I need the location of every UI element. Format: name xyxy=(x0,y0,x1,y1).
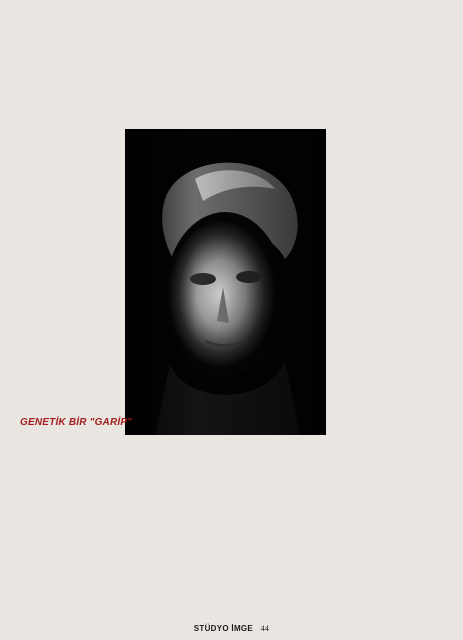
portrait-photo xyxy=(125,129,326,435)
magazine-name: STÜDYO İMGE xyxy=(193,624,254,633)
page-number: 44 xyxy=(260,624,270,633)
page-footer xyxy=(0,624,463,633)
section-heading: GENETİK BİR "GARİP" xyxy=(20,417,133,428)
portrait-image-icon xyxy=(125,129,326,435)
